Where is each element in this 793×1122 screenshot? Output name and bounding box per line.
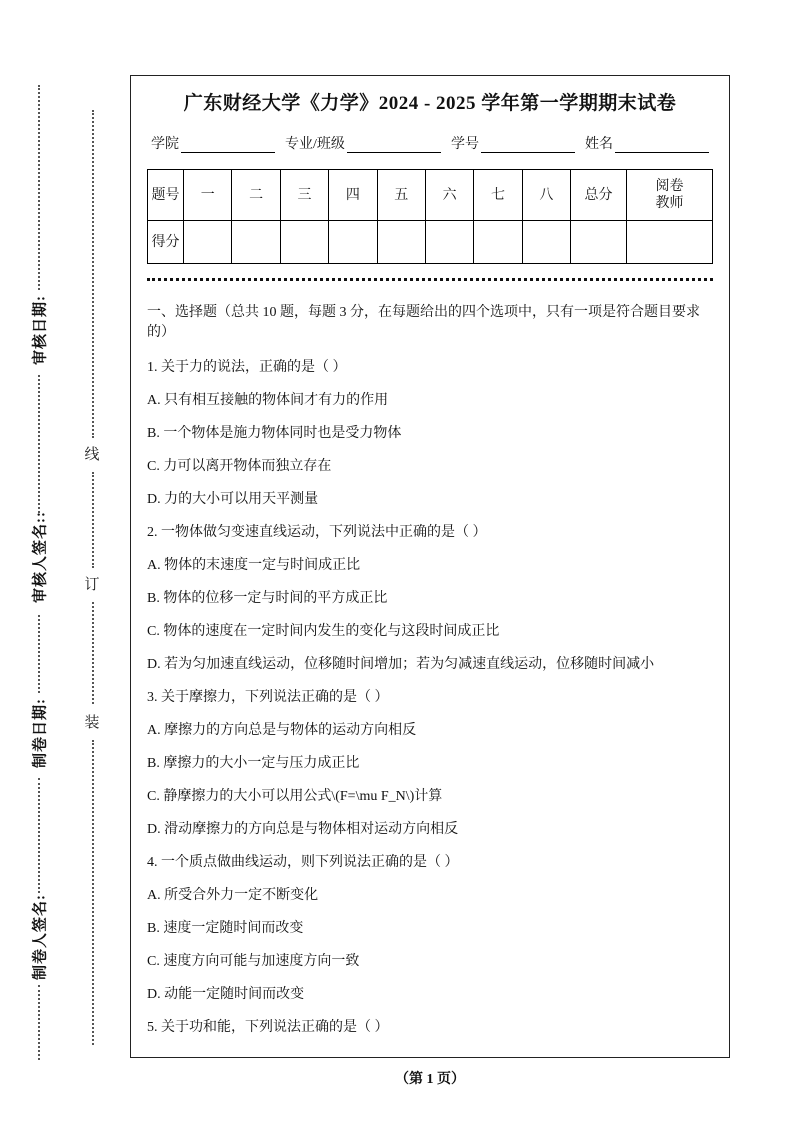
score-cell [474,221,522,264]
question-4-option-d: D. 动能一定随时间而改变 [147,987,305,1002]
student-id-blank [481,135,575,153]
score-label: 得分 [148,221,184,264]
binding-dotted-line [92,740,94,1045]
binding-char-zhuang: 装 [84,715,100,731]
college-blank [181,135,275,153]
binding-dotted-line [38,375,40,513]
major-class-label: 专业/班级 [285,137,345,152]
question-5-stem: 5. 关于功和能，下列说法正确的是（ ） [147,1020,389,1035]
name-blank [615,135,709,153]
paper-frame [130,75,730,1058]
score-table-header-row [148,170,713,221]
binding-char-ding: 订 [84,577,100,593]
student-info-row [147,133,713,153]
major-class-blank [347,135,441,153]
page-number: （第 1 页） [395,1072,465,1087]
score-col-header: 八 [522,170,570,221]
question-1-option-d: D. 力的大小可以用天平测量 [147,492,319,507]
binding-dotted-line [92,602,94,704]
dotted-separator [147,278,713,281]
score-col-header: 总分 [571,170,627,221]
binding-dotted-line [38,985,40,1060]
reviewer-signature-label: 审核人签名:: [32,511,49,603]
paper-made-date-label: 制卷日期: [32,698,49,768]
question-3-option-b: B. 摩擦力的大小一定与压力成正比 [147,756,360,771]
question-number-label: 题号 [148,170,184,221]
question-2-option-c: C. 物体的速度在一定时间内发生的变化与这段时间成正比 [147,624,500,639]
score-cell [571,221,627,264]
binding-dotted-line [38,778,40,893]
score-cell [232,221,280,264]
score-cell [627,221,713,264]
question-1-stem: 1. 关于力的说法，正确的是（ ） [147,360,347,375]
binding-dotted-line [92,472,94,568]
question-1-option-c: C. 力可以离开物体而独立存在 [147,459,332,474]
binding-char-line: 线 [84,447,100,463]
score-col-header: 二 [232,170,280,221]
question-3-option-c: C. 静摩擦力的大小可以用公式\(F=\mu F_N\)计算 [147,789,443,804]
question-2-stem: 2. 一物体做匀变速直线运动，下列说法中正确的是（ ） [147,525,487,540]
score-col-header: 三 [280,170,328,221]
question-4-stem: 4. 一个质点做曲线运动，则下列说法正确的是（ ） [147,855,459,870]
college-label: 学院 [151,137,179,152]
questions-area [147,303,713,1038]
question-3-option-a: A. 摩擦力的方向总是与物体的运动方向相反 [147,723,417,738]
question-4-option-a: A. 所受合外力一定不断变化 [147,888,319,903]
grader-teacher-label: 阅卷教师 [655,179,684,211]
score-col-header: 五 [377,170,425,221]
question-2-option-a: A. 物体的末速度一定与时间成正比 [147,558,361,573]
score-cell [280,221,328,264]
review-date-label: 审核日期: [32,295,49,365]
score-col-header: 一 [184,170,232,221]
student-id-label: 学号 [450,137,479,152]
section-heading: 一、选择题（总共 10 题，每题 3 分，在每题给出的四个选项中，只有一项是符合题目要求的） [147,305,700,340]
score-col-header: 六 [425,170,473,221]
question-2-option-d: D. 若为匀加速直线运动，位移随时间增加；若为匀减速直线运动，位移随时间减小 [147,657,655,672]
score-cell [184,221,232,264]
question-4-option-c: C. 速度方向可能与加速度方向一致 [147,954,360,969]
score-cell [377,221,425,264]
score-col-header: 四 [329,170,377,221]
question-3-stem: 3. 关于摩擦力，下列说法正确的是（ ） [147,690,389,705]
question-1-option-a: A. 只有相互接触的物体间才有力的作用 [147,393,389,408]
score-col-header: 七 [474,170,522,221]
exam-title: 广东财经大学《力学》2024 - 2025 学年第一学期期末试卷 [183,93,677,114]
score-table-score-row [148,221,713,264]
binding-dotted-line [38,615,40,693]
binding-dotted-line [92,110,94,438]
question-3-option-d: D. 滑动摩擦力的方向总是与物体相对运动方向相反 [147,822,459,837]
score-cell [425,221,473,264]
score-col-header-grader [627,170,713,221]
name-label: 姓名 [584,137,613,152]
binding-dotted-line [38,85,40,290]
question-1-option-b: B. 一个物体是施力物体同时也是受力物体 [147,426,402,441]
question-4-option-b: B. 速度一定随时间而改变 [147,921,304,936]
paper-maker-signature-label: 制卷人签名: [32,894,49,980]
score-cell [329,221,377,264]
question-2-option-b: B. 物体的位移一定与时间的平方成正比 [147,591,388,606]
score-cell [522,221,570,264]
score-table [147,169,713,264]
